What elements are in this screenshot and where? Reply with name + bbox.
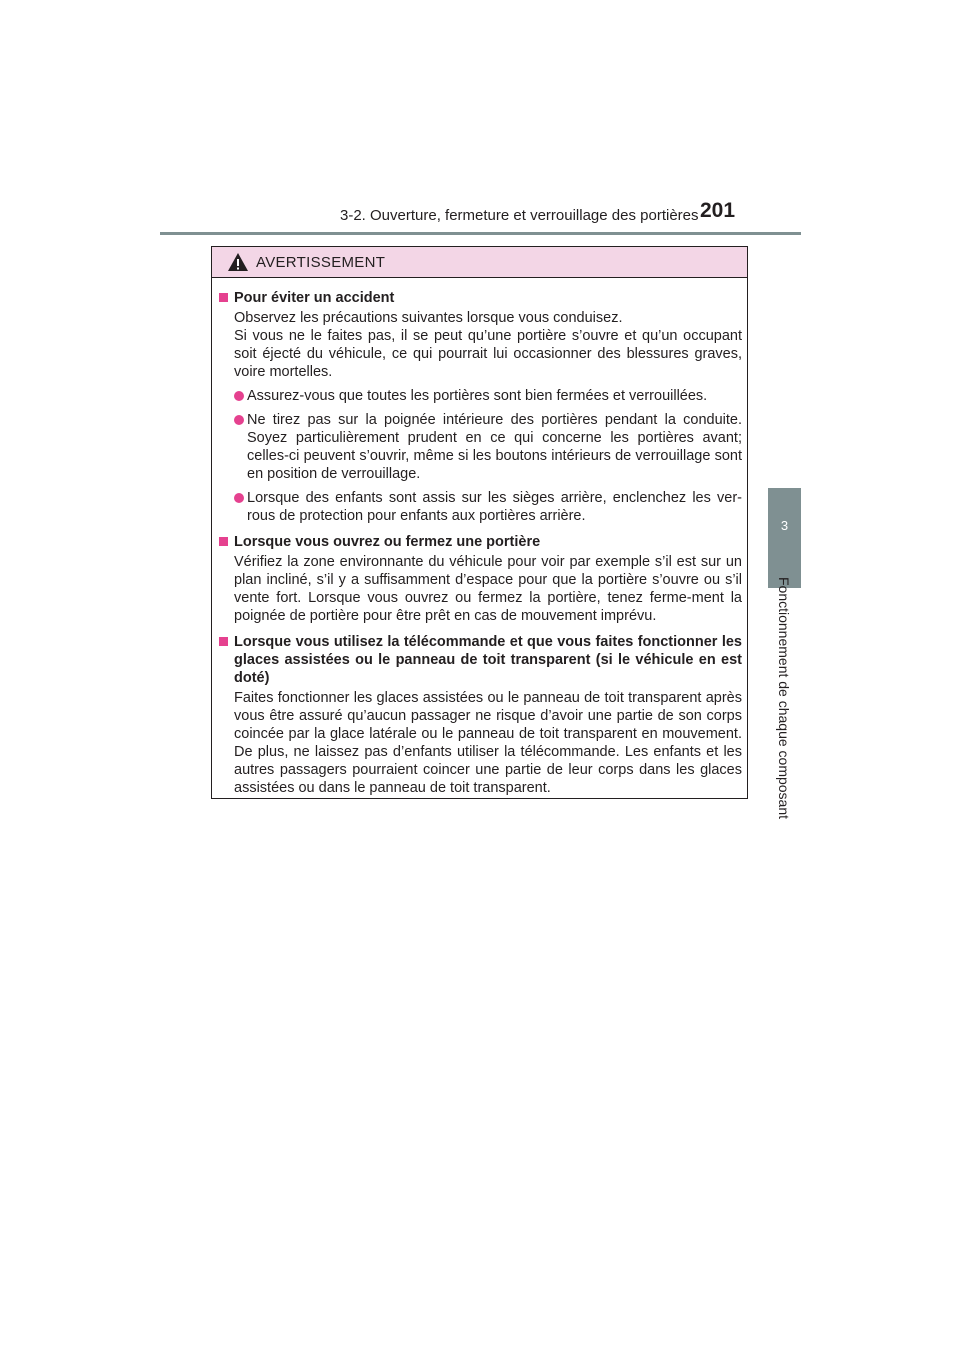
- chapter-number: 3: [780, 518, 789, 533]
- chapter-title: Fonctionnement de chaque composant: [776, 576, 792, 820]
- section-header: 3-2. Ouverture, fermeture et verrouillage des portières: [340, 207, 699, 224]
- square-bullet-icon: [219, 293, 228, 302]
- bullet-item: Lorsque des enfants sont assis sur les sièges arrière, enclenchez les ver-rous de protection pour enfants aux portières arrière.: [217, 489, 742, 525]
- warning-box: [211, 246, 748, 799]
- paragraph: Observez les précautions suivantes lorsque vous conduisez.: [234, 310, 623, 326]
- warning-title: AVERTISSEMENT: [256, 254, 386, 271]
- header-rule: [160, 232, 801, 235]
- round-bullet-icon: [234, 415, 244, 425]
- round-bullet-icon: [234, 391, 244, 401]
- bullet-item: Ne tirez pas sur la poignée intérieure des portières pendant la conduite. Soyez particulièrement prudent en ce qui concerne les portières avant; celles-ci peuvent s’ouvrir, même si les boutons intérieurs de verrouillage sont en position de verrouillage.: [217, 411, 742, 483]
- paragraph: Faites fonctionner les glaces assistées ou le panneau de toit transparent après vous être assuré qu’aucun passager ne risque d’avoir une partie de son corps coincée par la glace latérale ou le panneau de toit transparent en mouvement. De plus, ne laissez pas d’enfants utiliser la télécommande. Les enfants et les autres passagers pourraient coincer une partie de leur corps dans les glaces assistées ou dans le panneau de toit transparent.: [234, 690, 742, 796]
- paragraph: Si vous ne le faites pas, il se peut qu’une portière s’ouvre et qu’un occupant soit éjecté du véhicule, ce qui pourrait lui occasionner des blessures graves, voire mortelles.: [234, 328, 742, 380]
- section-heading-remote: Lorsque vous utilisez la télécommande et que vous faites fonctionner les glaces assistées ou le panneau de toit transparent (si le véhicule en est doté): [217, 633, 742, 687]
- square-bullet-icon: [219, 637, 228, 646]
- bullet-item: Assurez-vous que toutes les portières sont bien fermées et verrouillées.: [217, 387, 742, 405]
- warning-body: [212, 278, 747, 797]
- warning-triangle-icon: [227, 252, 249, 272]
- square-bullet-icon: [219, 537, 228, 546]
- section-heading-doors: Lorsque vous ouvrez ou fermez une portière: [217, 533, 742, 551]
- warning-header: [212, 247, 747, 278]
- round-bullet-icon: [234, 493, 244, 503]
- paragraph: Vérifiez la zone environnante du véhicule pour voir par exemple s’il est sur un plan incliné, s’il y a suffisamment d’espace pour que la portière s’ouvre ou s’il vente fort. Lorsque vous ouvrez ou fermez la portière, tenez ferme-ment la poignée de portière pour être prêt en cas de mouvement imprévu.: [234, 554, 742, 624]
- section-heading-accident: Pour éviter un accident: [217, 289, 742, 307]
- chapter-tab: [768, 488, 801, 588]
- page-number: 201: [700, 199, 736, 222]
